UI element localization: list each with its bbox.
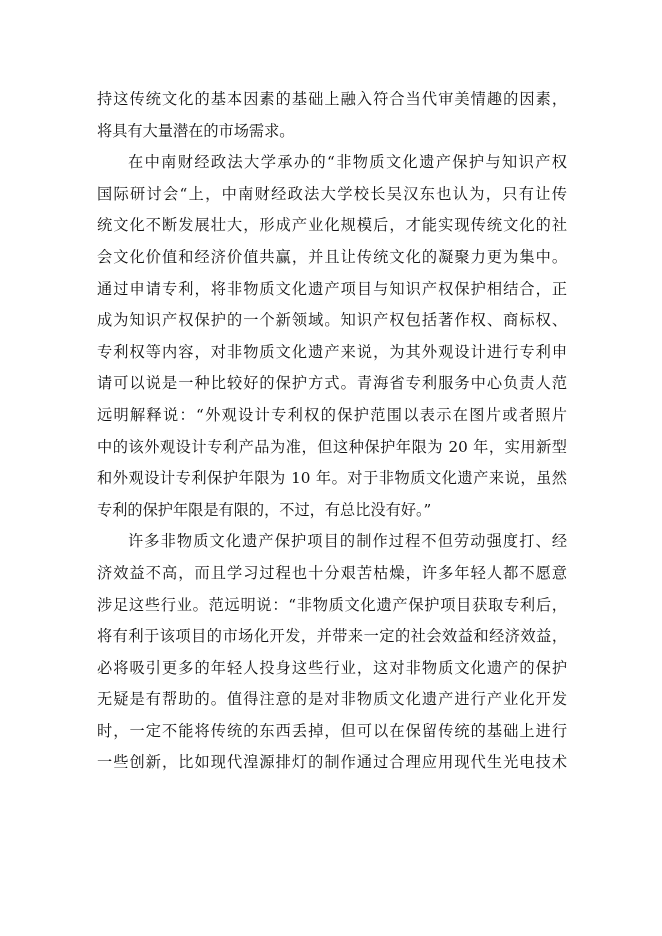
- text-line-9: 专利权等内容，对非物质文化遗产来说，为其外观设计进行专利申: [97, 342, 567, 361]
- text-line-12: 中的该外观设计专利产品为准，但这种保护年限为 20 年，实用新型: [97, 437, 567, 456]
- text-line-15: 许多非物质文化遗产保护项目的制作过程不但劳动强度打、经: [128, 532, 567, 551]
- text-line-16: 济效益不高，而且学习过程也十分艰苦枯燥，许多年轻人都不愿意: [97, 563, 567, 582]
- text-line-3: 在中南财经政法大学承办的“非物质文化遗产保护与知识产权: [128, 153, 567, 172]
- text-line-6: 会文化价值和经济价值共赢，并且让传统文化的凝聚力更为集中。: [97, 247, 567, 266]
- text-line-1: 持这传统文化的基本因素的基础上融入符合当代审美情趣的因素，: [97, 90, 567, 108]
- document-body: [97, 84, 567, 779]
- text-line-21: 时，一定不能将传统的东西丢掉，但可以在保留传统的基础上进行: [97, 721, 567, 740]
- text-line-7: 通过申请专利，将非物质文化遗产项目与知识产权保护相结合，正: [97, 279, 567, 298]
- text-line-19: 必将吸引更多的年轻人投身这些行业，这对非物质文化遗产的保护: [97, 658, 567, 677]
- text-line-20: 无疑是有帮助的。值得注意的是对非物质文化遗产进行产业化开发: [97, 690, 567, 709]
- text-line-10: 请可以说是一种比较好的保护方式。青海省专利服务中心负责人范: [97, 374, 567, 393]
- text-line-8: 成为知识产权保护的一个新领域。知识产权包括著作权、商标权、: [97, 311, 567, 330]
- text-line-22: 一些创新，比如现代湟源排灯的制作通过合理应用现代生光电技术: [97, 753, 567, 772]
- text-line-4: 国际研讨会“上，中南财经政法大学校长吴汉东也认为，只有让传: [97, 184, 567, 203]
- text-line-5: 统文化不断发展壮大，形成产业化规模后，才能实现传统文化的社: [97, 216, 567, 235]
- text-line-2: 将具有大量潜在的市场需求。: [97, 121, 295, 140]
- text-line-11: 远明解释说：“外观设计专利权的保护范围以表示在图片或者照片: [97, 405, 567, 424]
- text-line-18: 将有利于该项目的市场化开发，并带来一定的社会效益和经济效益，: [97, 627, 567, 646]
- text-line-13: 和外观设计专利保护年限为 10 年。对于非物质文化遗产来说，虽然: [97, 469, 567, 488]
- text-line-17: 涉足这些行业。范远明说：“非物质文化遗产保护项目获取专利后，: [97, 595, 567, 614]
- text-line-14: 专利的保护年限是有限的，不过，有总比没有好。”: [97, 500, 432, 519]
